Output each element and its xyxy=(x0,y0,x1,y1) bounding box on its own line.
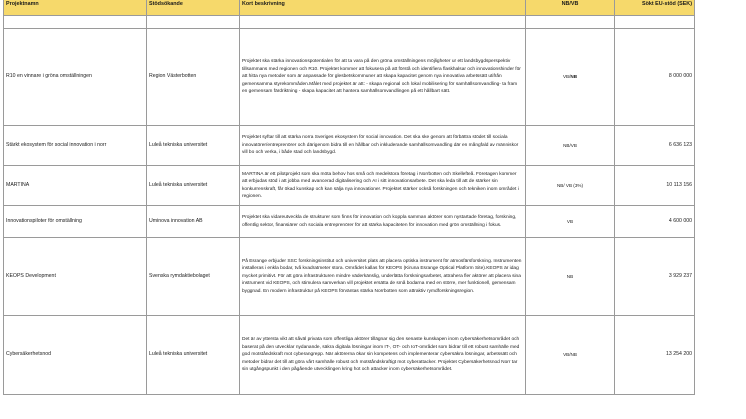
support-amount: 6 636 123 xyxy=(615,126,695,166)
project-name: KEOPS Development xyxy=(4,238,147,316)
project-name: MARTINA xyxy=(4,166,147,206)
header-stod: Sökt EU-stöd (SEK) xyxy=(615,0,695,16)
description: Projektet ska stärka innovationspotentialen för att ta vara på den gröna omställningens möjligheter ur ett landsbygdsperspektiv tillsammans med regionen och R10. Projektet kommer att fokusera på att förstå och identifiera flaskhalsar och innovationshinder för att hitta nya metoder som är anpassade för glesbetskommuner att skapa kapacitet genom nya innovativa arbetssätt utifrån gemensamma styrekommåden.Målet med projektet är att: - skapa regional och lokal mobilisering för samhällsomvandling- ta fram en gemensam färdriktning - skapa kapacitet att hantera samhällsomvandlingen på ett hållbart sätt. xyxy=(240,29,526,126)
project-name: R10 en vinnare i gröna omställningen xyxy=(4,29,147,126)
table-row xyxy=(4,206,695,238)
nbvb-value: VB/NB xyxy=(526,316,615,395)
support-amount: 13 254 200 xyxy=(615,316,695,395)
support-amount: 3 929 237 xyxy=(615,238,695,316)
applicant: Luleå tekniska universitet xyxy=(147,316,240,395)
description: Projektet syftar till att stärka norra Sveriges ekosystem för social innovation. Det ska ske genom att förbättra stödet till sociala innovatörer/entreprenörer och därigenom bidra till en hållbar och inkluderande samhällsomvandling där en mångfald av människor vill bo och verka, i både stad och landsbygd. xyxy=(240,126,526,166)
header-row xyxy=(4,0,695,16)
applicant: Region Västerbotten xyxy=(147,29,240,126)
table-row xyxy=(4,238,695,316)
nbvb-value: NB/VB xyxy=(526,126,615,166)
nbvb-value: NB xyxy=(526,238,615,316)
description: Projektet ska vidareutveckla de strukturer som finns för innovation och koppla samman aktörer som nystartade företag, forskning, offentlig sektor, finansiärer och sociala entreprenörer för att stärka kapaciteten för innovation med grön omställning i fokus. xyxy=(240,206,526,238)
project-name: Stärkt ekosystem för social innovation i norr xyxy=(4,126,147,166)
header-stodsokande: Stödsökande xyxy=(147,0,240,16)
header-nbvb: NB/VB xyxy=(526,0,615,16)
header-beskrivning: Kort beskrivning xyxy=(240,0,526,16)
support-amount: 4 600 000 xyxy=(615,206,695,238)
applicant: Luleå tekniska universitet xyxy=(147,126,240,166)
table-row xyxy=(4,29,695,126)
project-name: Cybersäkerhetsnod xyxy=(4,316,147,395)
nbvb-value xyxy=(526,29,615,126)
project-name: Innovationspiloter för omställning xyxy=(4,206,147,238)
support-amount: 8 000 000 xyxy=(615,29,695,126)
description: På Esrange erbjuder SSC forskningsinstitut och universitet plats att placera optiska instrument för atmosfärsforskning. Instrumenten installeras i enkla bodar, två kvadratmeter stora. Området kallas för KEOPS (Kiruna Esrange Optical Platform Site).KEOPS är idag mycket primitivt. För att göra infrastrukturen mindre väderkänslig, underlätta forskningsarbetet, attrahera fler aktörer att placera sina instrument vid KEOPS, och stimulera samverkan vill projektet ersätta de små bodarna med en större, mer funktionell, gemensam byggnad. En modern infrastruktur på KEOPS förväntas stärka Norrbotten som attraktiv rymdforskningsregion. xyxy=(240,238,526,316)
table-row xyxy=(4,166,695,206)
applicant: Svenska rymdaktiebolaget xyxy=(147,238,240,316)
nbvb-part: VB/ xyxy=(562,74,571,80)
applicant: Uminova innovation AB xyxy=(147,206,240,238)
nbvb-value: NB/ VB (3%) xyxy=(526,166,615,206)
table-row xyxy=(4,316,695,395)
table-row xyxy=(4,126,695,166)
header-projektnamn: Projektnamn xyxy=(4,0,147,16)
project-table xyxy=(3,0,695,395)
description: Det är av yttersta vikt att såväl privata som offentliga aktörer tillägnar sig den senaste kunskapen inom cybersäkerhetsområdet och baserat på den utvecklar nydanande, säkra digitala lösningar inom IT-, OT- och IoT-området som bidrar till ett robust samhälle med god motståndskraft mot cyberangrepp. När aktörerna ökar sin kompetens och implementerar cybersäkra lösningar, arbetssätt och metoder bidrar det till att göra vårt samhälle robust och motståndskraftigt mot cyberattacker. Projektet Cybersäkerhetsnod Norr tar sin utgångspunkt i den pågående utvecklingen kring hot och attacker inom cybersäkerhetsområdet. xyxy=(240,316,526,395)
spacer-row xyxy=(4,16,695,29)
support-amount: 10 113 156 xyxy=(615,166,695,206)
nbvb-value: VB xyxy=(526,206,615,238)
description: MARTINA är ett pilotprojekt som ska möta behov hos små och medelstora företag i Norrbotten och Skellefteå. Företagen kommer att erbjudas stöd i att jobba med avancerad digitalisering och AI i sitt innovationsarbete. Det ska leda till att de stärker sin konkurrenskraft, får ökad kunskap och kan sälja nya innovationer. Projektet stärker också forskningen och tekniken inom området i regionen. xyxy=(240,166,526,206)
applicant: Luleå tekniska universitet xyxy=(147,166,240,206)
nbvb-part-bold: NB xyxy=(570,74,578,80)
